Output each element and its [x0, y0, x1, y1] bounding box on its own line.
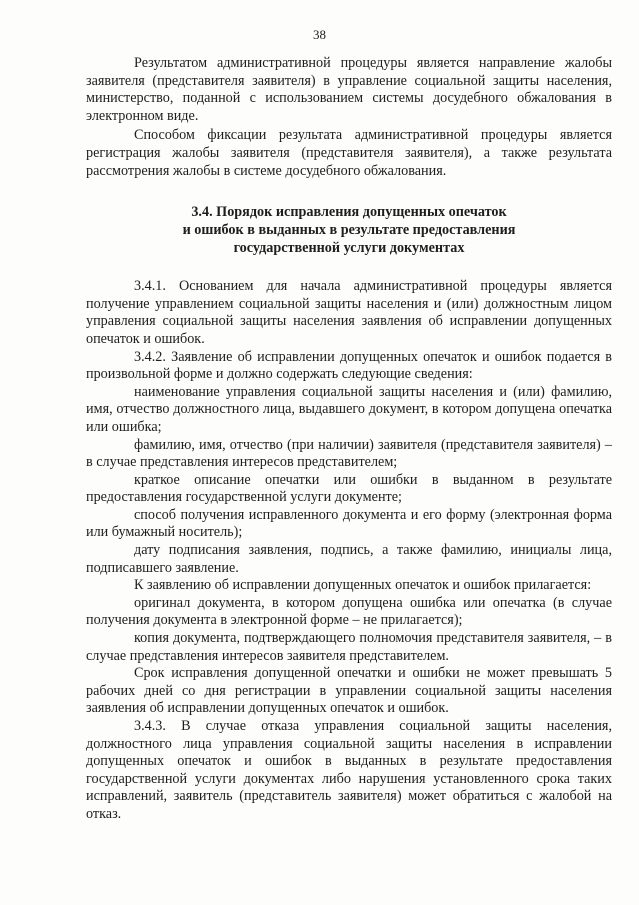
section-heading-line-3: государственной услуги документах — [233, 240, 465, 257]
paragraph-fixation: Способом фиксации результата административной процедуры является регистрация жалобы заявителя (представителя заявителя), а также результата рассмотрения жалобы в системе досудебного обжалования. — [86, 127, 612, 179]
paragraph-3-4-3: 3.4.3. В случае отказа управления социальной защиты населения, должностного лица управления социальной защиты населения в исправлении допущенных опечаток и ошибок в выданных в результате предоставления государственной услуги документах либо нарушения установленного срока таких исправлений, заявитель (представитель заявителя) может обратиться с жалобой на отказ. — [86, 718, 612, 822]
list-item-signature-date: дату подписания заявления, подпись, а также фамилию, инициалы лица, подписавшего заявление. — [86, 542, 612, 576]
paragraph-attachments: К заявлению об исправлении допущенных опечаток и ошибок прилагается: — [134, 577, 592, 594]
list-item-power-of-attorney: копия документа, подтверждающего полномочия представителя заявителя, – в случае представления интересов заявителя представителем. — [86, 630, 612, 664]
list-item-original-document: оригинал документа, в котором допущена ошибка или опечатка (в случае получения документа в электронной форме – не прилагается); — [86, 594, 612, 629]
page-number: 38 — [313, 27, 326, 42]
list-item-organization-name: наименование управления социальной защиты населения и (или) фамилию, имя, отчество должностного лица, выдавшего документ, в котором допущена опечатка или ошибка; — [86, 383, 612, 435]
document-body — [86, 55, 612, 824]
list-item-error-description: краткое описание опечатки или ошибки в выданном в результате предоставления государственной услуги документе; — [86, 471, 612, 506]
paragraph-result: Результатом административной процедуры является направление жалобы заявителя (представителя заявителя) в управление социальной защиты населения, министерство, поданной с использованием системы досудебного обжалования в электронном виде. — [86, 55, 612, 124]
list-item-receipt-method: способ получения исправленного документа и его форму (электронная форма или бумажный носитель); — [86, 506, 612, 541]
paragraph-correction-deadline: Срок исправления допущенной опечатки и ошибки не может превышать 5 рабочих дней со дня регистрации в управлении социальной защиты населения заявления об исправлении допущенных опечаток и ошибок. — [86, 665, 612, 717]
paragraph-3-4-2: 3.4.2. Заявление об исправлении допущенных опечаток и ошибок подается в произвольной форме и должно содержать следующие сведения: — [86, 348, 612, 383]
paragraph-3-4-1: 3.4.1. Основанием для начала административной процедуры является получение управлением социальной защиты населения и (или) должностным лицом управления социальной защиты населения заявления об исправлении допущенных опечаток и ошибок. — [86, 278, 612, 347]
section-heading-line-2: и ошибок в выданных в результате предоставления — [182, 222, 516, 239]
list-item-applicant-name: фамилию, имя, отчество (при наличии) заявителя (представителя заявителя) – в случае представления интересов представителем; — [86, 436, 612, 471]
section-heading — [86, 203, 612, 257]
section-heading-line-1: 3.4. Порядок исправления допущенных опечаток — [191, 204, 507, 221]
